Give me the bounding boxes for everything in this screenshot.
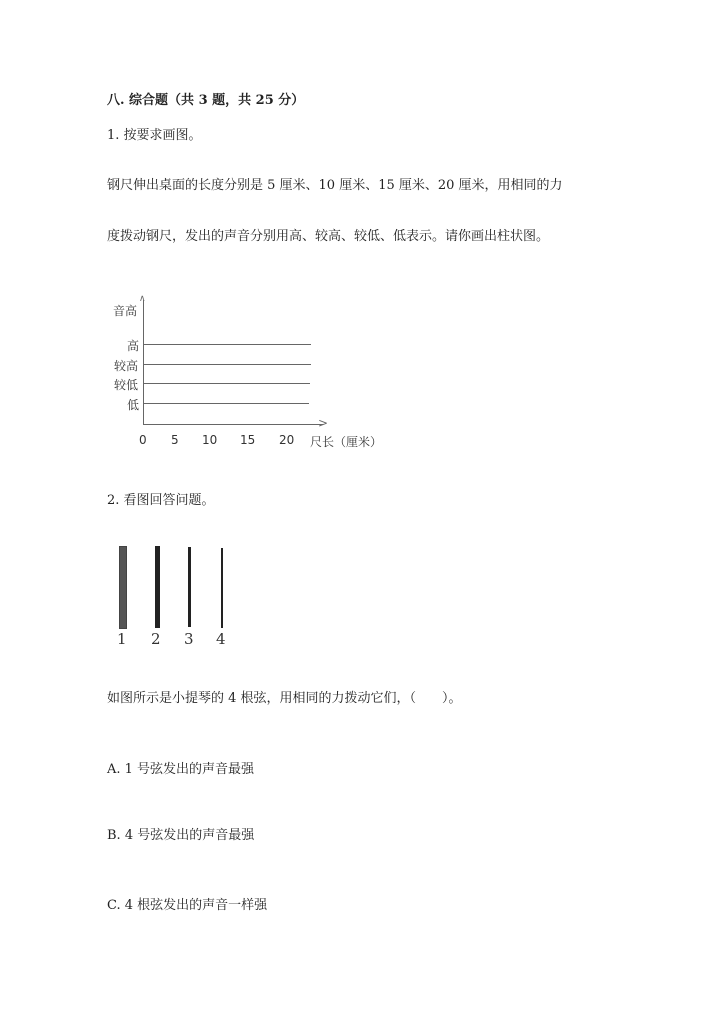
string-label: 4 [216, 630, 226, 648]
option-b[interactable]: B. 4 号弦发出的声音最强 [107, 828, 255, 843]
option-a[interactable]: A. 1 号弦发出的声音最强 [107, 762, 255, 777]
y-level-label: 高 [127, 339, 140, 353]
level-line [143, 344, 311, 345]
y-level-label: 较高 [114, 359, 139, 373]
x-axis [143, 424, 323, 425]
q1-title: 1. 按要求画图。 [107, 128, 202, 143]
option-c[interactable]: C. 4 根弦发出的声音一样强 [107, 898, 268, 913]
x-tick-label: 0 [139, 433, 147, 447]
string-label: 1 [117, 630, 127, 648]
q2-title: 2. 看图回答问题。 [107, 493, 215, 508]
x-axis-label: 尺长（厘米） [310, 435, 383, 449]
q1-text-line2: 度拨动钢尺，发出的声音分别用高、较高、较低、低表示。请你画出柱状图。 [107, 229, 550, 244]
string-3 [188, 547, 191, 627]
string-label: 3 [184, 630, 194, 648]
x-axis-arrow-icon: > [318, 416, 329, 430]
string-label: 2 [151, 630, 161, 648]
level-line [143, 383, 310, 384]
level-line [143, 403, 309, 404]
q1-text-line1: 钢尺伸出桌面的长度分别是 5 厘米、10 厘米、15 厘米、20 厘米，用相同的力 [107, 178, 563, 193]
y-axis-label: 音高 [113, 304, 138, 318]
string-4 [221, 548, 223, 628]
x-tick-label: 10 [202, 433, 218, 447]
x-tick-label: 15 [240, 433, 256, 447]
x-tick-label: 5 [171, 433, 179, 447]
y-level-label: 较低 [114, 378, 139, 392]
x-tick-label: 20 [279, 433, 295, 447]
section-title: 八. 综合题（共 3 题，共 25 分） [107, 93, 305, 108]
string-2 [155, 546, 160, 628]
y-axis-arrow-icon: ∧ [139, 294, 146, 304]
level-line [143, 364, 311, 365]
y-level-label: 低 [127, 398, 140, 412]
string-1 [119, 546, 127, 629]
q2-question: 如图所示是小提琴的 4 根弦，用相同的力拨动它们，（ ）。 [107, 691, 462, 706]
y-axis [143, 300, 144, 425]
